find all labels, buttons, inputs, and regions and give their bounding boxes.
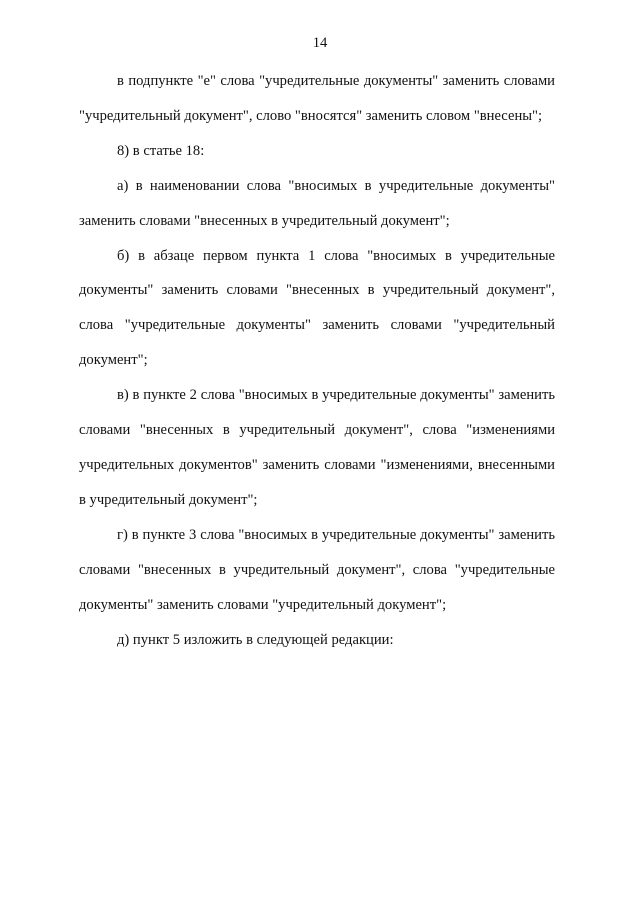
paragraph-text: заменить словами "внесенных в учредительный документ", слова — [79, 526, 556, 578]
paragraph-text: в подпункте "е" слова "учредительные документы" заменить — [117, 73, 500, 89]
paragraph-text: заменить словами "внесенных в учредительный документ"; — [79, 212, 450, 229]
paragraph-text: в) в пункте 2 слова "вносимых в учредительные документы" — [117, 387, 495, 404]
paragraph-item-v — [79, 378, 555, 518]
paragraph-text: "внесены"; — [473, 107, 543, 124]
paragraph-text: б) в абзаце первом пункта 1 слова "вносимых в учредительные — [117, 247, 555, 264]
paragraph-text: д) пункт 5 изложить в следующей редакции: — [117, 631, 394, 648]
paragraph-subitem-e — [79, 64, 555, 134]
paragraph-text: документ"; — [79, 352, 148, 369]
paragraph-item-b — [79, 239, 555, 379]
paragraph-text: слова "учредительные документы" заменить словами "учредительный — [79, 317, 555, 334]
paragraph-text: документ"; — [377, 596, 447, 613]
paragraph-text: словами "учредительный документ", слово "вносятся" заменить словом — [79, 73, 555, 124]
paragraph-text: "изменениями, внесенными в учредительный документ"; — [79, 456, 555, 508]
paragraph-text: г) в пункте 3 слова "вносимых в учредительные документы" — [117, 526, 495, 543]
paragraph-text: 8) в статье 18: — [117, 142, 205, 159]
document-body — [79, 64, 555, 657]
paragraph-text: "учредительные документы" заменить словами "учредительный — [79, 561, 555, 613]
paragraph-text: заменить словами "внесенных в учредительный документ", слова — [79, 387, 555, 439]
paragraph-text: а) в наименовании слова "вносимых в учредительные документы" — [117, 177, 555, 194]
paragraph-item-a — [79, 169, 555, 239]
paragraph-item-g — [79, 518, 555, 623]
paragraph-article-18 — [79, 134, 555, 169]
paragraph-item-d — [79, 623, 555, 658]
paragraph-text: документы" заменить словами "внесенных в учредительный документ", — [79, 282, 555, 299]
paragraph-text: "изменениями учредительных документов" заменить словами — [79, 422, 555, 473]
page-number: 14 — [312, 35, 328, 51]
